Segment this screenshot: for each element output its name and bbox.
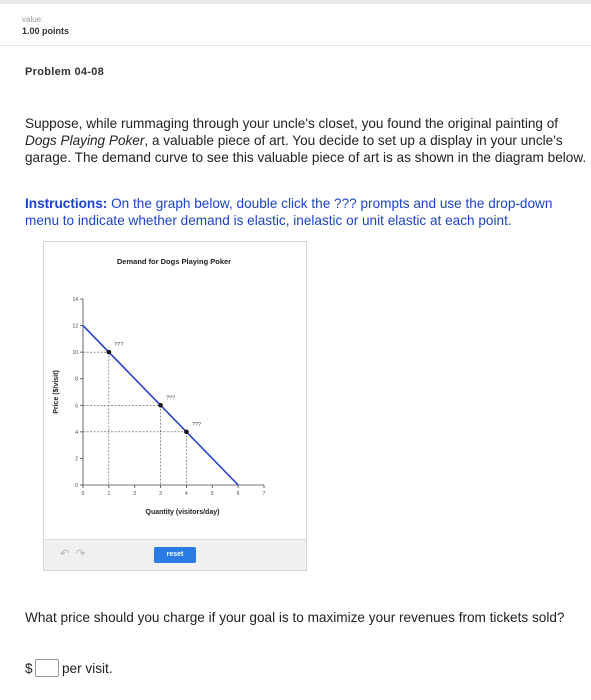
price-answer-input[interactable] — [35, 659, 59, 677]
demand-point-2 — [158, 403, 163, 408]
x-tick-label: 5 — [210, 491, 214, 497]
elasticity-prompt-3[interactable]: ??? — [191, 421, 202, 428]
elasticity-prompt-1[interactable]: ??? — [114, 342, 124, 349]
elasticity-prompt-2[interactable]: ??? — [165, 395, 176, 402]
x-tick-label: 2 — [133, 491, 137, 497]
problem-description — [25, 115, 589, 166]
points-value: 1.00 points — [22, 26, 70, 36]
undo-icon[interactable]: ↶ — [60, 548, 70, 560]
y-axis-label: Price ($/visit) — [53, 370, 60, 414]
value-label: value: — [22, 15, 44, 24]
description-part-1: Suppose, while rummaging through your uncle's closet, you found the original painting of — [25, 116, 559, 131]
top-divider — [0, 0, 591, 4]
instructions — [25, 195, 589, 229]
y-tick-label: 2 — [75, 456, 78, 463]
painting-title: Dogs Playing Poker — [25, 133, 145, 148]
x-tick-label: 1 — [107, 491, 111, 497]
currency-symbol: $ — [25, 661, 33, 676]
instructions-label: Instructions: — [25, 196, 108, 211]
demand-point-1 — [107, 350, 112, 355]
unit-label: per visit. — [62, 661, 113, 676]
y-tick-label: 6 — [75, 403, 78, 410]
y-tick-label: 10 — [72, 350, 78, 357]
graph-toolbar — [44, 539, 306, 570]
demand-chart — [44, 242, 306, 540]
graph-panel — [43, 241, 307, 571]
y-tick-label: 0 — [75, 483, 78, 489]
problem-title: Problem 04-08 — [25, 66, 105, 78]
y-tick-label: 4 — [75, 429, 78, 436]
y-tick-label: 14 — [72, 297, 78, 303]
redo-icon[interactable]: ↷ — [76, 548, 86, 560]
x-tick-label: 6 — [236, 491, 240, 497]
question-text: What price should you charge if your goal is to maximize your revenues from tickets sold? — [25, 610, 565, 625]
demand-point-3 — [184, 430, 189, 435]
y-tick-label: 12 — [72, 323, 78, 330]
x-tick-label: 4 — [185, 491, 188, 497]
reset-button[interactable]: reset — [154, 547, 196, 563]
instructions-text: On the graph below, double click the ??? prompts and use the drop-down menu to indicate whether demand is elastic, inelastic or unit elastic at each point. — [25, 196, 553, 228]
description-part-2: , a valuable piece of art. You decide to set up a display in your uncle's garage. The demand curve to see this valuable piece of art is as shown in the diagram below. — [25, 133, 587, 165]
x-tick-label: 7 — [262, 491, 266, 497]
header-divider — [0, 45, 591, 46]
x-tick-label: 3 — [159, 491, 162, 497]
y-tick-label: 8 — [75, 376, 78, 383]
chart-title: Demand for Dogs Playing Poker — [116, 257, 232, 266]
x-axis-label: Quantity (visitors/day) — [145, 509, 220, 516]
x-tick-label: 0 — [81, 491, 85, 497]
